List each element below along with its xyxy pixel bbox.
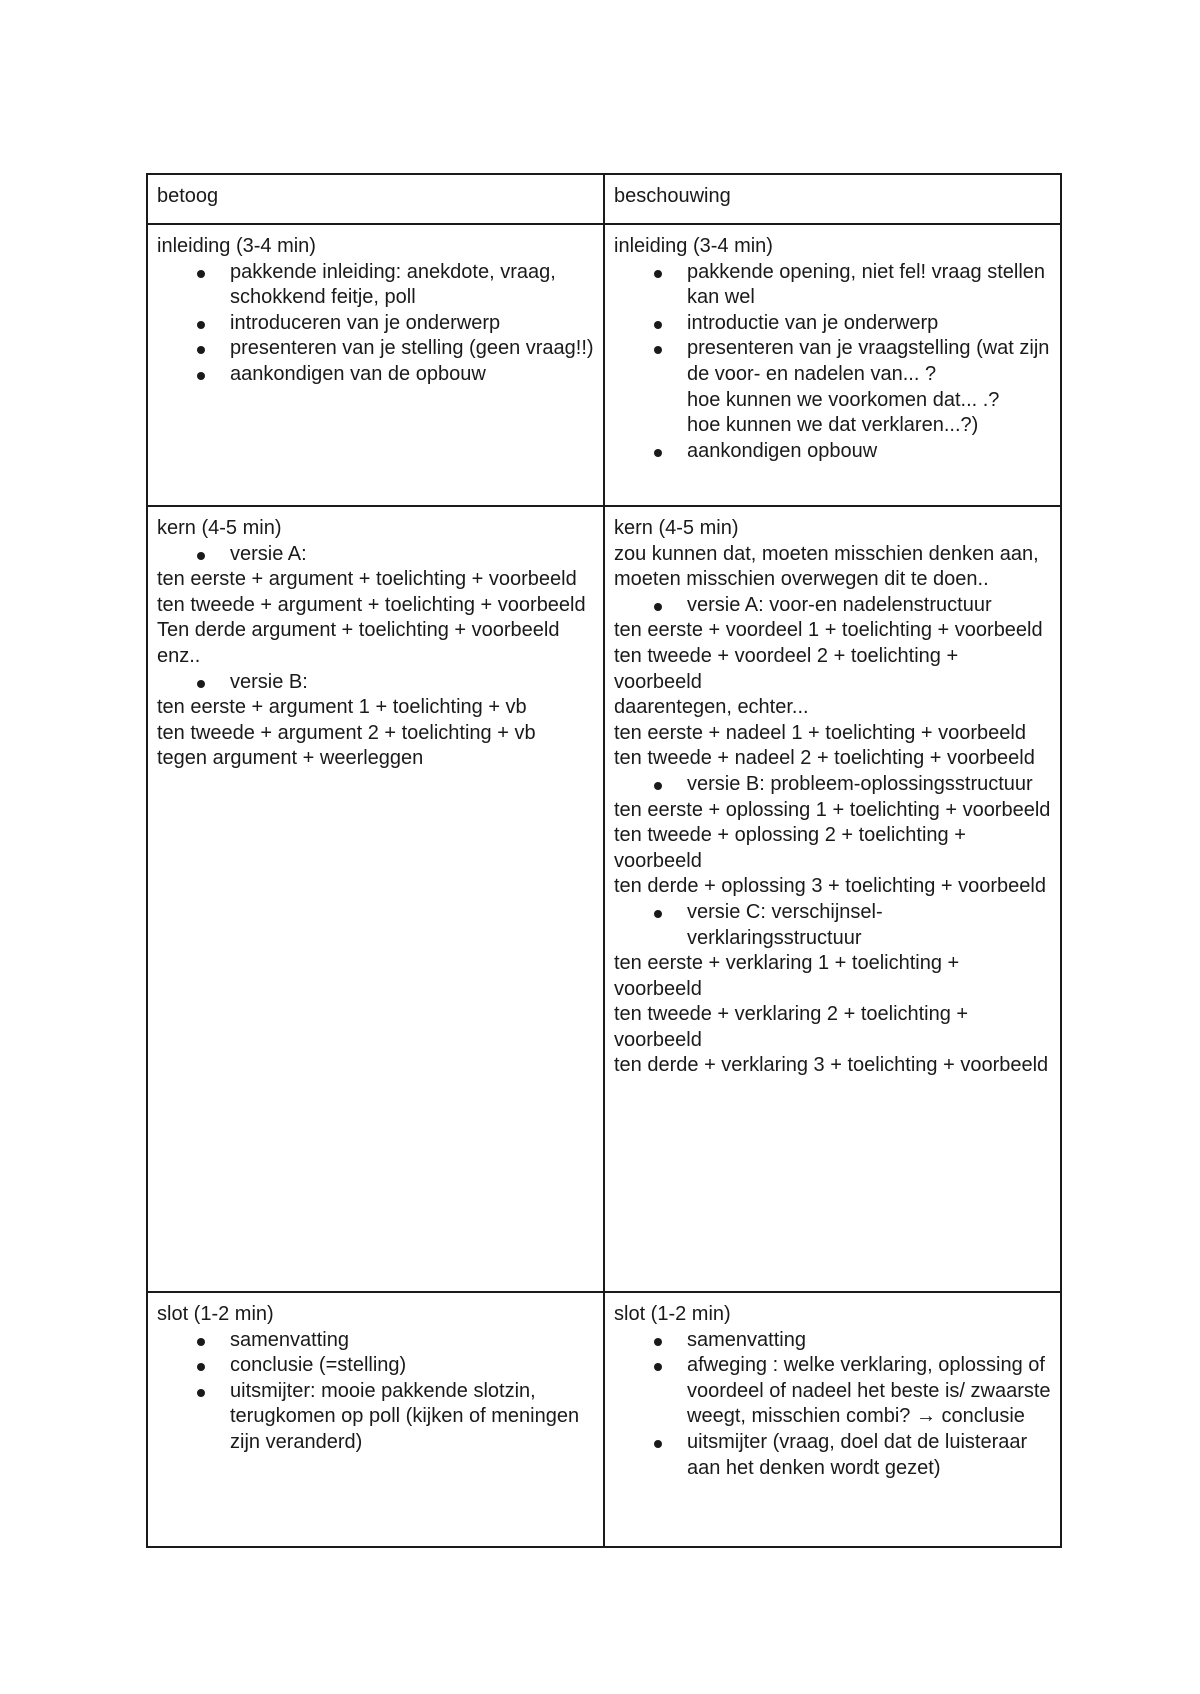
- list-item: versie A: voor-en nadelenstructuur: [687, 593, 1051, 619]
- bullet-icon: [197, 321, 205, 329]
- table-row-kern: [147, 506, 1061, 1292]
- table-header-row: [147, 174, 1061, 224]
- text-line: ten eerste + verklaring 1 + toelichting + voorbeeld: [614, 952, 965, 1000]
- bullet-list: [157, 1328, 594, 1456]
- list-item: pakkende inleiding: anekdote, vraag, schokkend feitje, poll: [230, 260, 594, 311]
- text-line: enz..: [157, 644, 201, 667]
- bullet-icon: [654, 270, 662, 278]
- list-item: conclusie (=stelling): [230, 1353, 594, 1379]
- bullet-icon: [654, 1338, 662, 1346]
- text-line: ten eerste + voordeel 1 + toelichting + voorbeeld: [614, 619, 1043, 642]
- section-title: inleiding (3-4 min): [157, 235, 316, 257]
- cell-beschouwing-kern: [604, 506, 1061, 1292]
- text-line: ten tweede + argument 2 + toelichting + vb: [157, 721, 536, 744]
- list-item: introductie van je onderwerp: [687, 311, 1051, 337]
- bullet-list: [157, 542, 594, 568]
- text-line: ten eerste + argument 1 + toelichting + vb: [157, 696, 527, 719]
- list-item: pakkende opening, niet fel! vraag stellen kan wel: [687, 260, 1051, 311]
- bullet-icon: [197, 680, 205, 688]
- list-item: versie B: probleem-oplossingsstructuur: [687, 772, 1051, 798]
- bullet-icon: [197, 372, 205, 380]
- bullet-icon: [654, 321, 662, 329]
- bullet-icon: [197, 346, 205, 354]
- text-line: Ten derde argument + toelichting + voorbeeld: [157, 619, 560, 642]
- bullet-icon: [654, 1440, 662, 1448]
- list-item: aankondigen van de opbouw: [230, 362, 594, 388]
- bullet-list: [614, 593, 1051, 619]
- bullet-list: [614, 1328, 1051, 1482]
- text-line: ten eerste + oplossing 1 + toelichting + voorbeeld: [614, 798, 1051, 821]
- list-item: presenteren van je vraagstelling (wat zijn de voor- en nadelen van... ? hoe kunnen we voorkomen dat... .? hoe kunnen we dat verklaren...?): [687, 336, 1051, 438]
- list-item: aankondigen opbouw: [687, 439, 1051, 465]
- text-line: ten eerste + nadeel 1 + toelichting + voorbeeld: [614, 721, 1026, 744]
- bullet-icon: [197, 552, 205, 560]
- header-beschouwing: beschouwing: [604, 174, 1061, 224]
- list-item: samenvatting: [687, 1328, 1051, 1354]
- text-line: ten tweede + argument + toelichting + voorbeeld: [157, 593, 586, 616]
- bullet-icon: [654, 603, 662, 611]
- text-line: ten eerste + argument + toelichting + voorbeeld: [157, 568, 577, 591]
- cell-beschouwing-slot: [604, 1292, 1061, 1547]
- bullet-icon: [197, 1389, 205, 1397]
- cell-betoog-slot: [147, 1292, 604, 1547]
- bullet-icon: [654, 910, 662, 918]
- list-item: presenteren van je stelling (geen vraag!!): [230, 336, 594, 362]
- bullet-icon: [654, 782, 662, 790]
- list-item: versie B:: [230, 670, 594, 696]
- section-title: slot (1-2 min): [614, 1303, 731, 1325]
- comparison-table: [146, 173, 1062, 1548]
- bullet-icon: [654, 449, 662, 457]
- bullet-list: [157, 670, 594, 696]
- list-item: afweging : welke verklaring, oplossing of voordeel of nadeel het beste is/ zwaarste weegt, misschien combi? → conclusie: [687, 1353, 1051, 1430]
- bullet-icon: [197, 1363, 205, 1371]
- text-line: ten derde + verklaring 3 + toelichting + voorbeeld: [614, 1054, 1049, 1077]
- bullet-icon: [654, 346, 662, 354]
- bullet-icon: [197, 270, 205, 278]
- text-line: ten tweede + oplossing 2 + toelichting + voorbeeld: [614, 824, 972, 872]
- section-title: kern (4-5 min): [614, 517, 739, 539]
- text-line: ten tweede + voordeel 2 + toelichting + voorbeeld: [614, 644, 964, 693]
- text-line: ten derde + oplossing 3 + toelichting + voorbeeld: [614, 875, 1046, 898]
- section-title: inleiding (3-4 min): [614, 235, 773, 257]
- text-line: tegen argument + weerleggen: [157, 747, 424, 770]
- list-item: uitsmijter: mooie pakkende slotzin, terugkomen op poll (kijken of meningen zijn veranderd): [230, 1379, 594, 1456]
- list-item: introduceren van je onderwerp: [230, 311, 594, 337]
- table-row-inleiding: [147, 224, 1061, 506]
- cell-betoog-kern: [147, 506, 604, 1292]
- table-row-slot: [147, 1292, 1061, 1547]
- bullet-list: [614, 772, 1051, 798]
- bullet-list: [614, 260, 1051, 465]
- list-item: samenvatting: [230, 1328, 594, 1354]
- text-line: ten tweede + verklaring 2 + toelichting + voorbeeld: [614, 1003, 974, 1051]
- text-line: zou kunnen dat, moeten misschien denken aan, moeten misschien overwegen dit te doen..: [614, 542, 1045, 591]
- text-line: daarentegen, echter...: [614, 696, 809, 719]
- bullet-icon: [197, 1338, 205, 1346]
- bullet-icon: [654, 1363, 662, 1371]
- cell-beschouwing-inleiding: [604, 224, 1061, 506]
- list-item: versie A:: [230, 542, 594, 568]
- bullet-list: [157, 260, 594, 388]
- section-title: kern (4-5 min): [157, 517, 282, 539]
- list-item: versie C: verschijnsel-verklaringsstructuur: [687, 900, 1051, 951]
- header-betoog: betoog: [147, 174, 604, 224]
- section-title: slot (1-2 min): [157, 1303, 274, 1325]
- bullet-list: [614, 900, 1051, 951]
- cell-betoog-inleiding: [147, 224, 604, 506]
- text-line: ten tweede + nadeel 2 + toelichting + voorbeeld: [614, 747, 1035, 770]
- list-item: uitsmijter (vraag, doel dat de luisteraar aan het denken wordt gezet): [687, 1430, 1051, 1481]
